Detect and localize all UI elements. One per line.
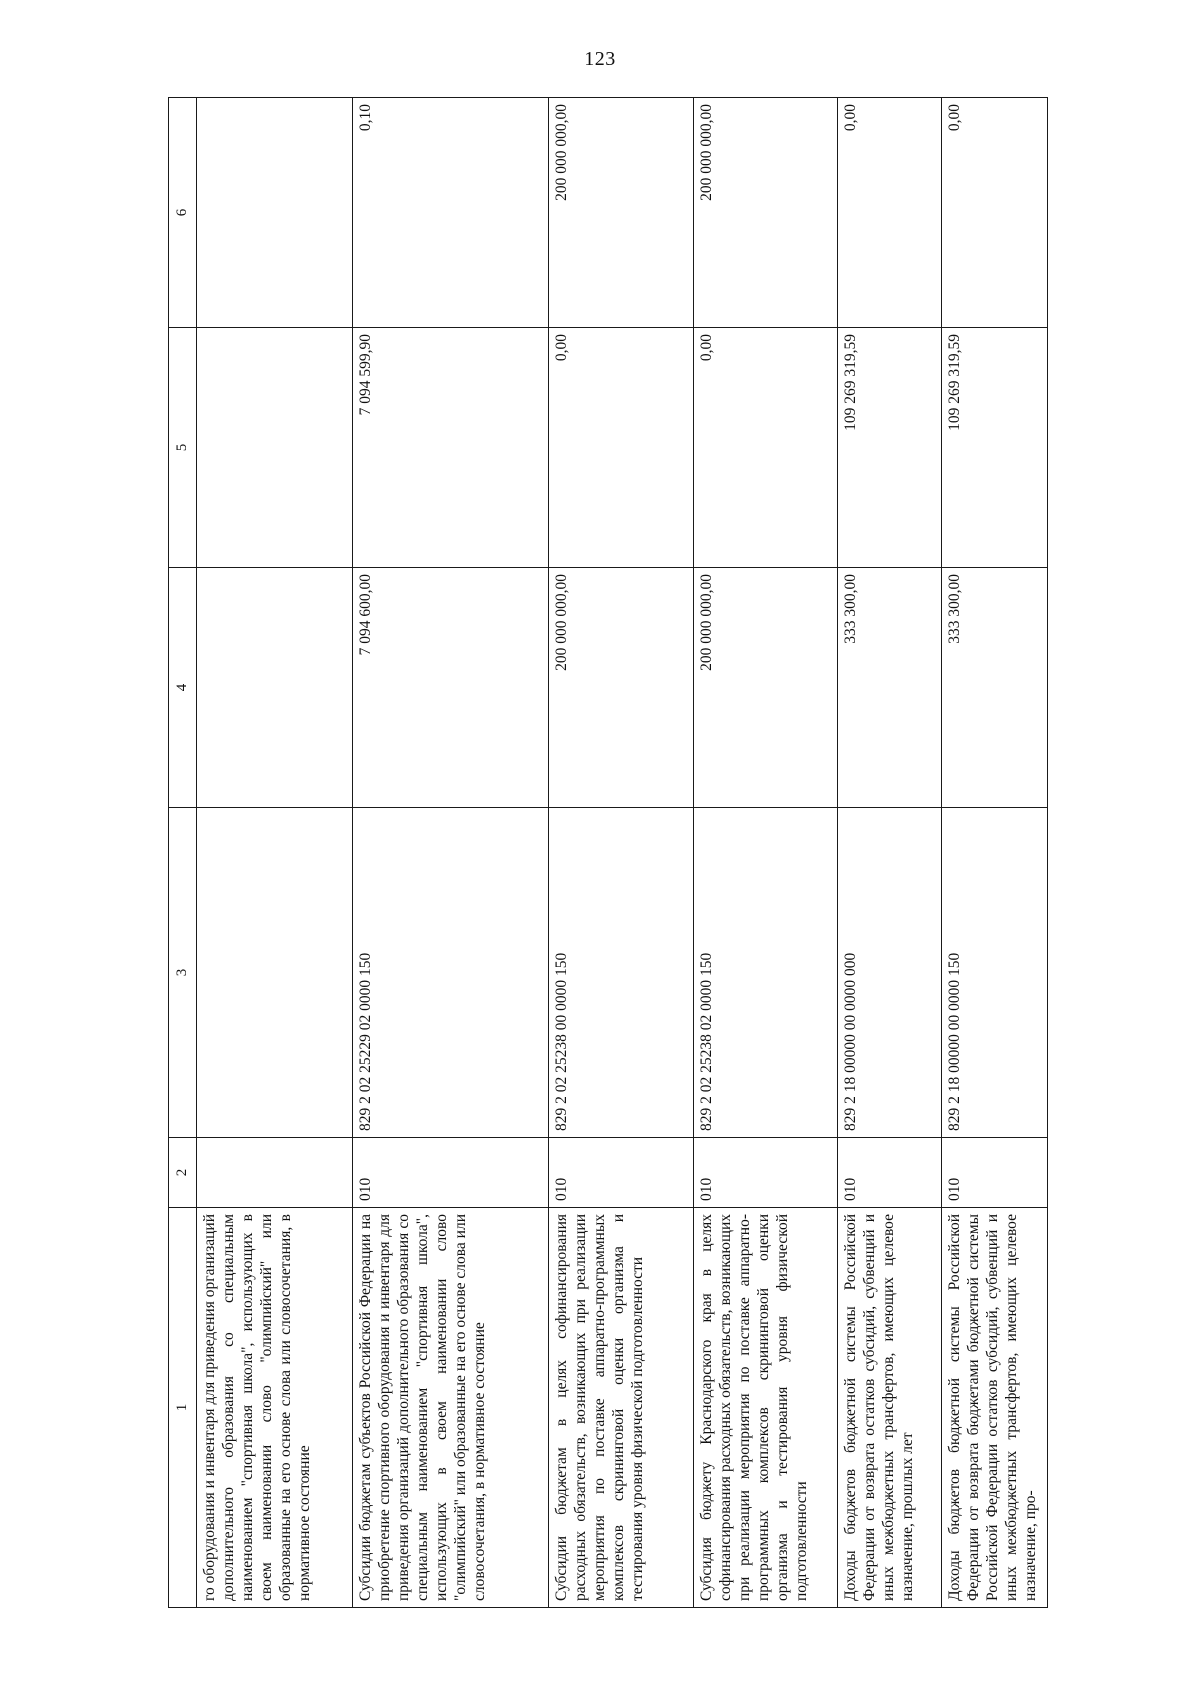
row-line-code: 010 bbox=[693, 1138, 838, 1208]
table-row bbox=[197, 98, 353, 1608]
row-value-col6: 0,10 bbox=[352, 98, 548, 328]
table-row bbox=[838, 98, 941, 1608]
column-header-4: 4 bbox=[169, 568, 197, 808]
row-line-code: 010 bbox=[838, 1138, 941, 1208]
row-line-code: 010 bbox=[941, 1138, 1047, 1208]
rotated-table-wrapper bbox=[168, 98, 1048, 1608]
row-description: Субсидии бюджетам в целях софинансирования расходных обязательств, возникающих при реализации мероприятия по поставке аппаратно-программных комплексов скрининговой оценки организма и тестирования уровня физической подготовленности bbox=[549, 1208, 694, 1608]
budget-table bbox=[168, 97, 1048, 1608]
row-value-col5: 0,00 bbox=[549, 328, 694, 568]
row-value-col4: 200 000 000,00 bbox=[549, 568, 694, 808]
row-description: Субсидии бюджетам субъектов Российской Федерации на приобретение спортивного оборудования и инвентаря для приведения организаций дополнительного образования со специальным наименованием "спортивная школа", использующих в своем наименовании слово "олимпийский" или образованные на его основе слова или словосочетания, в нормативное состояние bbox=[352, 1208, 548, 1608]
row-value-col4: 333 300,00 bbox=[941, 568, 1047, 808]
row-value-col4: 7 094 600,00 bbox=[352, 568, 548, 808]
column-header-5: 5 bbox=[169, 328, 197, 568]
column-header-3: 3 bbox=[169, 808, 197, 1138]
row-budget-code: 829 2 02 25229 02 0000 150 bbox=[352, 808, 548, 1138]
row-description: Доходы бюджетов бюджетной системы Российской Федерации от возврата остатков субсидий, субвенций и иных межбюджетных трансфертов, имеющих целевое назначение, прошлых лет bbox=[838, 1208, 941, 1608]
row-value-col6: 200 000 000,00 bbox=[693, 98, 838, 328]
row-value-col4 bbox=[197, 568, 353, 808]
row-value-col6: 200 000 000,00 bbox=[549, 98, 694, 328]
column-number-row bbox=[169, 98, 197, 1608]
row-description: Субсидия бюджету Краснодарского края в целях софинансирования расходных обязательств, возникающих при реализации мероприятия по поставке аппаратно-программных комплексов скрининговой оценки организма и тестирования уровня физической подготовленности bbox=[693, 1208, 838, 1608]
row-budget-code: 829 2 02 25238 02 0000 150 bbox=[693, 808, 838, 1138]
row-line-code bbox=[197, 1138, 353, 1208]
column-header-2: 2 bbox=[169, 1138, 197, 1208]
row-line-code: 010 bbox=[352, 1138, 548, 1208]
row-value-col6: 0,00 bbox=[941, 98, 1047, 328]
row-value-col6: 0,00 bbox=[838, 98, 941, 328]
row-description: го оборудования и инвентаря для приведения организаций дополнительного образования со специальным наименованием "спортивная школа", использующих в своем наименовании слово "олимпийский" или образованные на его основе слова или словосочетания, в нормативное состояние bbox=[197, 1208, 353, 1608]
row-budget-code: 829 2 18 00000 00 0000 150 bbox=[941, 808, 1047, 1138]
row-value-col4: 200 000 000,00 bbox=[693, 568, 838, 808]
page-number: 123 bbox=[584, 48, 616, 70]
row-budget-code: 829 2 02 25238 00 0000 150 bbox=[549, 808, 694, 1138]
column-header-6: 6 bbox=[169, 98, 197, 328]
row-value-col5: 0,00 bbox=[693, 328, 838, 568]
row-description: Доходы бюджетов бюджетной системы Российской Федерации от возврата бюджетами бюджетной системы Российской Федерации остатков субсидий, субвенций и иных межбюджетных трансфертов, имеющих целевое назначение, про- bbox=[941, 1208, 1047, 1608]
row-value-col6 bbox=[197, 98, 353, 328]
table-row bbox=[693, 98, 838, 1608]
row-budget-code: 829 2 18 00000 00 0000 000 bbox=[838, 808, 941, 1138]
column-header-1: 1 bbox=[169, 1208, 197, 1608]
table-row bbox=[941, 98, 1047, 1608]
row-value-col4: 333 300,00 bbox=[838, 568, 941, 808]
table-row bbox=[352, 98, 548, 1608]
row-value-col5: 109 269 319,59 bbox=[838, 328, 941, 568]
table-row bbox=[549, 98, 694, 1608]
row-value-col5: 7 094 599,90 bbox=[352, 328, 548, 568]
row-value-col5 bbox=[197, 328, 353, 568]
row-budget-code bbox=[197, 808, 353, 1138]
row-line-code: 010 bbox=[549, 1138, 694, 1208]
row-value-col5: 109 269 319,59 bbox=[941, 328, 1047, 568]
